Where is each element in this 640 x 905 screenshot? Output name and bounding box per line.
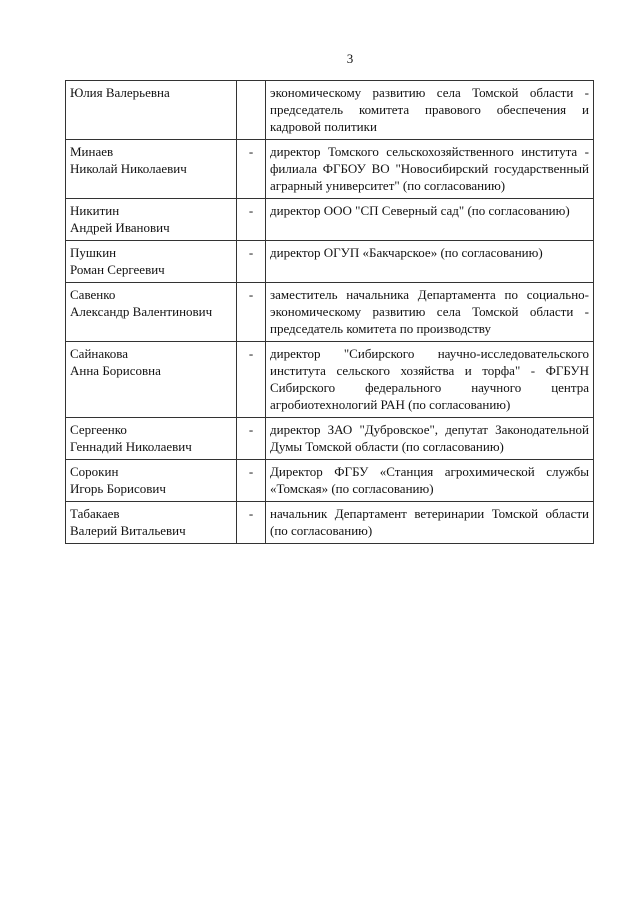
member-surname: Савенко bbox=[70, 287, 116, 302]
separator-cell: - bbox=[237, 283, 266, 342]
table-row bbox=[66, 418, 594, 460]
table-row bbox=[66, 199, 594, 241]
member-role-cell: директор ОГУП «Бакчарское» (по согласованию) bbox=[266, 241, 594, 283]
member-name-cell bbox=[66, 283, 237, 342]
member-surname: Сайнакова bbox=[70, 346, 129, 361]
member-name-cell bbox=[66, 199, 237, 241]
member-role-cell: директор ООО "СП Северный сад" (по согласованию) bbox=[266, 199, 594, 241]
member-name-cell bbox=[66, 241, 237, 283]
separator-cell bbox=[237, 81, 266, 140]
separator-cell: - bbox=[237, 199, 266, 241]
table-row bbox=[66, 81, 594, 140]
member-name-cell bbox=[66, 342, 237, 418]
separator-cell: - bbox=[237, 241, 266, 283]
member-role-cell: директор "Сибирского научно-исследовательского института сельского хозяйства и торфа" - ФГБУН Сибирского федерального научного центра агробиотехнологий РАН (по согласованию) bbox=[266, 342, 594, 418]
separator-cell: - bbox=[237, 342, 266, 418]
table-row bbox=[66, 283, 594, 342]
member-name-cell bbox=[66, 140, 237, 199]
member-role-cell: директор ЗАО "Дубровское", депутат Законодательной Думы Томской области (по согласованию) bbox=[266, 418, 594, 460]
member-name-cell bbox=[66, 418, 237, 460]
table-row bbox=[66, 502, 594, 544]
member-given-name: Игорь Борисович bbox=[70, 481, 166, 496]
member-role-cell: Директор ФГБУ «Станция агрохимической службы «Томская» (по согласованию) bbox=[266, 460, 594, 502]
member-surname: Пушкин bbox=[70, 245, 117, 260]
separator-cell: - bbox=[237, 418, 266, 460]
member-surname: Сорокин bbox=[70, 464, 119, 479]
member-given-name: Геннадий Николаевич bbox=[70, 439, 192, 454]
member-name-cell bbox=[66, 81, 237, 140]
table-row bbox=[66, 140, 594, 199]
separator-cell: - bbox=[237, 502, 266, 544]
member-surname: Никитин bbox=[70, 203, 120, 218]
member-given-name: Роман Сергеевич bbox=[70, 262, 165, 277]
member-given-name: Александр Валентинович bbox=[70, 304, 213, 319]
committee-members-table bbox=[65, 80, 594, 544]
member-given-name: Николай Николаевич bbox=[70, 161, 187, 176]
separator-cell: - bbox=[237, 460, 266, 502]
member-surname: Табакаев bbox=[70, 506, 120, 521]
table-row bbox=[66, 241, 594, 283]
member-given-name: Андрей Иванович bbox=[70, 220, 170, 235]
member-given-name: Анна Борисовна bbox=[70, 363, 161, 378]
page-number: 3 bbox=[346, 51, 354, 66]
member-surname: Минаев bbox=[70, 144, 114, 159]
member-name-cell bbox=[66, 460, 237, 502]
member-role-cell: заместитель начальника Департамента по социально-экономическому развитию села Томской области - председатель комитета по производству bbox=[266, 283, 594, 342]
member-role-cell: директор Томского сельскохозяйственного института - филиала ФГБОУ ВО "Новосибирский государственный аграрный университет" (по согласованию) bbox=[266, 140, 594, 199]
member-given-name: Юлия Валерьевна bbox=[70, 85, 170, 100]
separator-cell: - bbox=[237, 140, 266, 199]
member-role-cell: экономическому развитию села Томской области - председатель комитета правового обеспечения и кадровой политики bbox=[266, 81, 594, 140]
member-surname: Сергеенко bbox=[70, 422, 127, 437]
table-row bbox=[66, 460, 594, 502]
member-given-name: Валерий Витальевич bbox=[70, 523, 186, 538]
member-name-cell bbox=[66, 502, 237, 544]
member-role-cell: начальник Департамент ветеринарии Томской области (по согласованию) bbox=[266, 502, 594, 544]
table-row bbox=[66, 342, 594, 418]
